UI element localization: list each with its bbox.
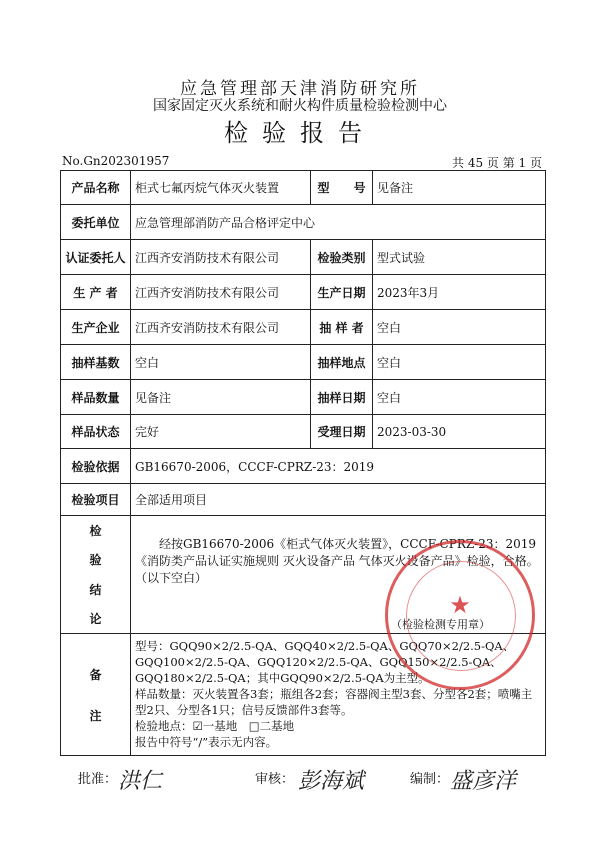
conclusion-label (61, 516, 131, 634)
conclusion-char: 检 (89, 524, 102, 539)
prod-company-label: 生产企业 (61, 310, 131, 345)
accept-date-value: 2023-03-30 (373, 415, 546, 449)
product-name-value: 柜式七氟丙烷气体灭火装置 (131, 171, 311, 205)
remarks-char: 备 (89, 667, 102, 682)
approve-signature: 洪仁 (118, 769, 163, 794)
table-row (61, 415, 546, 449)
client-value: 应急管理部消防产品合格评定中心 (131, 205, 546, 240)
conclusion-char: 论 (89, 611, 102, 626)
test-type-value: 型式试验 (373, 240, 546, 275)
table-row (61, 205, 546, 240)
basis-label: 检验依据 (61, 449, 131, 484)
accept-date-label: 受理日期 (311, 415, 373, 449)
compile-signature: 盛彦洋 (450, 769, 517, 794)
cert-client-label: 认证委托人 (61, 240, 131, 275)
review-label: 审核： (255, 772, 295, 787)
sample-date-label: 抽样日期 (311, 380, 373, 415)
table-row (61, 310, 546, 345)
remarks-line: 型号：GQQ90×2/2.5-QA、GQQ40×2/2.5-QA、GQQ70×2/2.5-QA、GQQ100×2/2.5-QA、GQQ120×2/2.5-QA、GQQ150×2/2.5-QA、GQQ180×2/2.5-QA；其中GQQ90×2/2.5-QA为主型。 (135, 639, 515, 685)
sampler-label: 抽 样 者 (311, 310, 373, 345)
table-row (61, 171, 546, 205)
official-seal (385, 540, 535, 690)
test-type-label: 检验类别 (311, 240, 373, 275)
table-row (61, 484, 546, 516)
model-label: 型 号 (311, 171, 373, 205)
remarks-line: 样品数量：灭火装置各3套；瓶组各2套；容器阀主型3套、分型各2套；喷嘴主型2只、分型各1只；信号反馈部件3套等。 (135, 687, 533, 717)
producer-label: 生 产 者 (61, 275, 131, 310)
compile-label: 编制： (410, 772, 450, 787)
institute-name: 应急管理部天津消防研究所 (180, 79, 420, 99)
report-title: 检验报告 (224, 119, 376, 147)
remarks-line: 报告中符号“/”表示无内容。 (135, 735, 278, 749)
sample-base-value: 空白 (131, 345, 311, 380)
table-row (61, 240, 546, 275)
table-row (61, 345, 546, 380)
sample-place-label: 抽样地点 (311, 345, 373, 380)
conclusion-text: 经按GB16670-2006《柜式气体灭火装置》，CCCF-CPRZ-23：2019《消防类产品认证实施规则 灭火设备产品 气体灭火设备产品》检验，合格。（以下空白） (135, 537, 539, 585)
conclusion-char: 结 (89, 582, 102, 597)
model-value: 见备注 (373, 171, 546, 205)
items-value: 全部适用项目 (131, 484, 546, 516)
report-number: No.Gn202301957 (62, 154, 170, 168)
sample-qty-value: 见备注 (131, 380, 311, 415)
sample-base-label: 抽样基数 (61, 345, 131, 380)
client-label: 委托单位 (61, 205, 131, 240)
seal-star-icon: ★ (449, 591, 471, 619)
approve-label: 批准： (78, 772, 118, 787)
items-label: 检验项目 (61, 484, 131, 516)
page-info: 共 45 页 第 1 页 (452, 156, 542, 170)
basis-value: GB16670-2006，CCCF-CPRZ-23：2019 (131, 449, 546, 484)
sample-state-label: 样品状态 (61, 415, 131, 449)
table-row (61, 449, 546, 484)
table-row (61, 380, 546, 415)
remarks-line: 检验地点：☑一基地 □二基地 (135, 719, 295, 733)
review-signature: 彭海斌 (298, 769, 365, 794)
producer-value: 江西齐安消防技术有限公司 (131, 275, 311, 310)
prod-date-label: 生产日期 (311, 275, 373, 310)
sample-state-value: 完好 (131, 415, 311, 449)
prod-company-value: 江西齐安消防技术有限公司 (131, 310, 311, 345)
stamp-label: （检验检测专用章） (391, 618, 490, 631)
sample-date-value: 空白 (373, 380, 546, 415)
product-name-label: 产品名称 (61, 171, 131, 205)
conclusion-char: 验 (89, 553, 102, 568)
sampler-value: 空白 (373, 310, 546, 345)
cert-client-value: 江西齐安消防技术有限公司 (131, 240, 311, 275)
sample-qty-label: 样品数量 (61, 380, 131, 415)
remarks-char: 注 (89, 708, 102, 723)
prod-date-value: 2023年3月 (373, 275, 546, 310)
sample-place-value: 空白 (373, 345, 546, 380)
table-row (61, 275, 546, 310)
remarks-label (61, 634, 131, 756)
center-name: 国家固定灭火系统和耐火构件质量检验检测中心 (153, 98, 447, 114)
